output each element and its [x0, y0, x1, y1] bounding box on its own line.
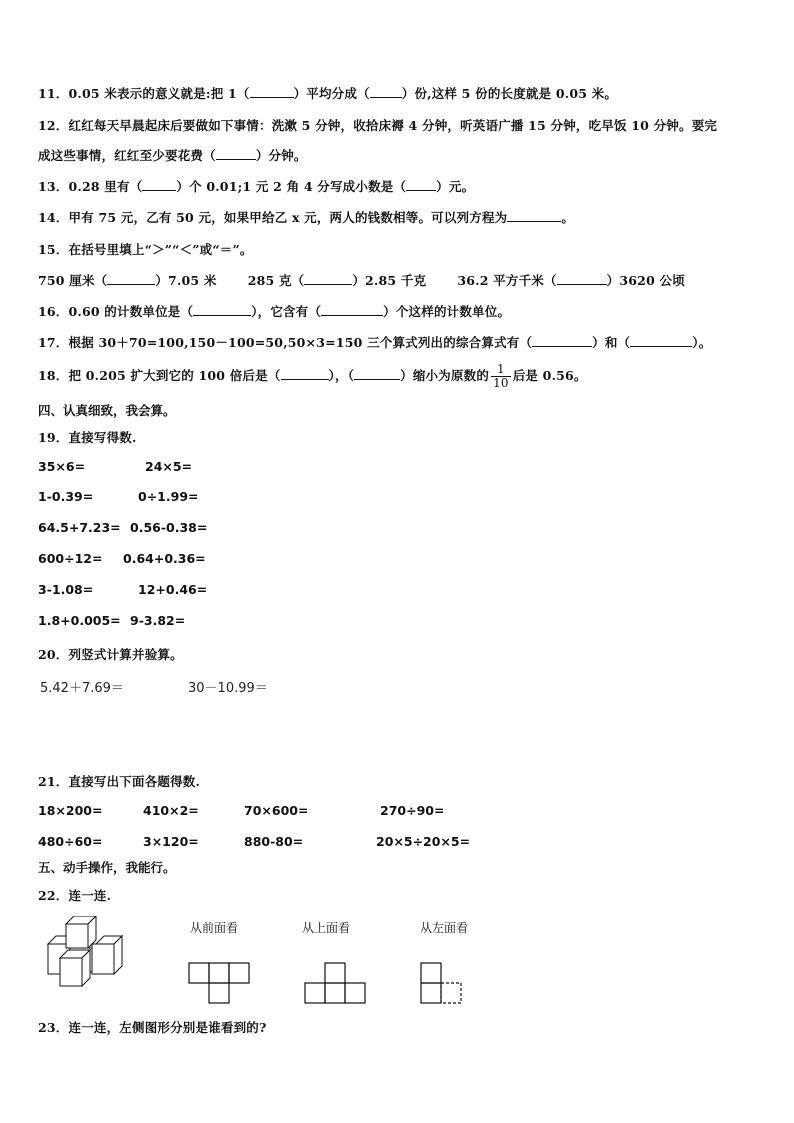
left-view-figure: [420, 962, 466, 1004]
answer-blank[interactable]: [507, 211, 561, 222]
question-12: 12．红红每天早晨起床后要做如下事情：洗漱 5 分钟，收拾床褥 4 分钟，听英语广播 15 分钟，吃早饭 10 分钟。要完: [38, 118, 718, 133]
question-23-title: 23．连一连，左侧图形分别是谁看到的?: [38, 1020, 267, 1035]
vertical-calc-2: 30－10.99＝: [188, 681, 268, 696]
answer-blank[interactable]: [107, 274, 155, 285]
calc-item: 24×5=: [145, 459, 193, 474]
question-21-title: 21．直接写出下面各题得数.: [38, 774, 201, 789]
answer-blank[interactable]: [370, 87, 402, 98]
calc-item: 410×2=: [143, 803, 199, 818]
answer-blank[interactable]: [193, 305, 251, 316]
calc-item: 1.8+0.005=: [38, 613, 121, 628]
question-18: 18．把 0.205 扩大到它的 100 倍后是（ ），（ ）缩小为原数的 $\frac{1}{10}$ 后是 0.56。: [38, 362, 587, 390]
question-17: 17．根据 30＋70=100,150－100=50,50×3=150 三个算式列出的综合算式有（ ）和（ ）。: [38, 335, 712, 350]
calc-item: 3-1.08=: [38, 582, 94, 597]
calc-item: 600÷12=: [38, 551, 103, 566]
calc-item: 880-80=: [244, 834, 304, 849]
calc-item: 0.56-0.38=: [130, 520, 208, 535]
view-label-left: 从左面看: [420, 921, 469, 935]
answer-blank[interactable]: [406, 180, 436, 191]
calc-item: 12+0.46=: [138, 582, 208, 597]
calc-item: 64.5+7.23=: [38, 520, 121, 535]
question-16: 16．0.60 的计数单位是（ ），它含有（ ）个这样的计数单位。: [38, 304, 511, 319]
question-15-items: 750 厘米（ ）7.05 米 285 克（ ）2.85 千克 36.2 平方千米（ ）3620 公顷: [38, 273, 685, 288]
view-label-front: 从前面看: [190, 921, 239, 935]
calc-item: 3×120=: [143, 834, 199, 849]
view-label-top: 从上面看: [302, 921, 351, 935]
answer-blank[interactable]: [321, 305, 383, 316]
answer-blank[interactable]: [354, 369, 400, 380]
section-4-heading: 四、认真细致，我会算。: [38, 403, 176, 418]
question-22-title: 22．连一连.: [38, 888, 112, 903]
question-15-title: 15．在括号里填上“＞”“＜”或“＝”。: [38, 242, 253, 257]
calc-item: 1-0.39=: [38, 489, 94, 504]
question-14: 14．甲有 75 元，乙有 50 元，如果甲给乙 x 元，两人的钱数相等。可以列方程为 。: [38, 210, 575, 225]
calc-item: 270÷90=: [380, 803, 445, 818]
calc-item: 20×5÷20×5=: [376, 834, 471, 849]
answer-blank[interactable]: [304, 274, 352, 285]
answer-blank[interactable]: [532, 336, 592, 347]
question-19-title: 19．直接写得数.: [38, 430, 137, 445]
calc-item: 480÷60=: [38, 834, 103, 849]
front-view-figure: [188, 962, 254, 1004]
question-12-line2: 成这些事情，红红至少要花费（ ）分钟。: [38, 148, 307, 163]
question-20-title: 20．列竖式计算并验算。: [38, 647, 183, 662]
fraction: $\frac{1}{10}$: [493, 362, 509, 390]
answer-blank[interactable]: [281, 369, 329, 380]
answer-blank[interactable]: [557, 274, 607, 285]
calc-item: 18×200=: [38, 803, 103, 818]
question-11: 11．0.05 米表示的意义就是:把 1（ ）平均分成（ ）份,这样 5 份的长度就是 0.05 米。: [38, 86, 618, 101]
section-5-heading: 五、动手操作，我能行。: [38, 860, 176, 875]
answer-blank[interactable]: [250, 87, 294, 98]
calc-item: 35×6=: [38, 459, 86, 474]
question-13: 13．0.28 里有（ ）个 0.01;1 元 2 角 4 分写成小数是（ ）元。: [38, 179, 475, 194]
calc-item: 0÷1.99=: [138, 489, 199, 504]
top-view-figure: [304, 962, 370, 1004]
calc-item: 70×600=: [244, 803, 309, 818]
answer-blank[interactable]: [142, 180, 176, 191]
calc-item: 0.64+0.36=: [123, 551, 206, 566]
calc-item: 9-3.82=: [130, 613, 186, 628]
answer-blank[interactable]: [216, 149, 256, 160]
cube-stack-figure: [40, 916, 124, 988]
answer-blank[interactable]: [630, 336, 692, 347]
vertical-calc-1: 5.42＋7.69＝: [40, 681, 124, 696]
